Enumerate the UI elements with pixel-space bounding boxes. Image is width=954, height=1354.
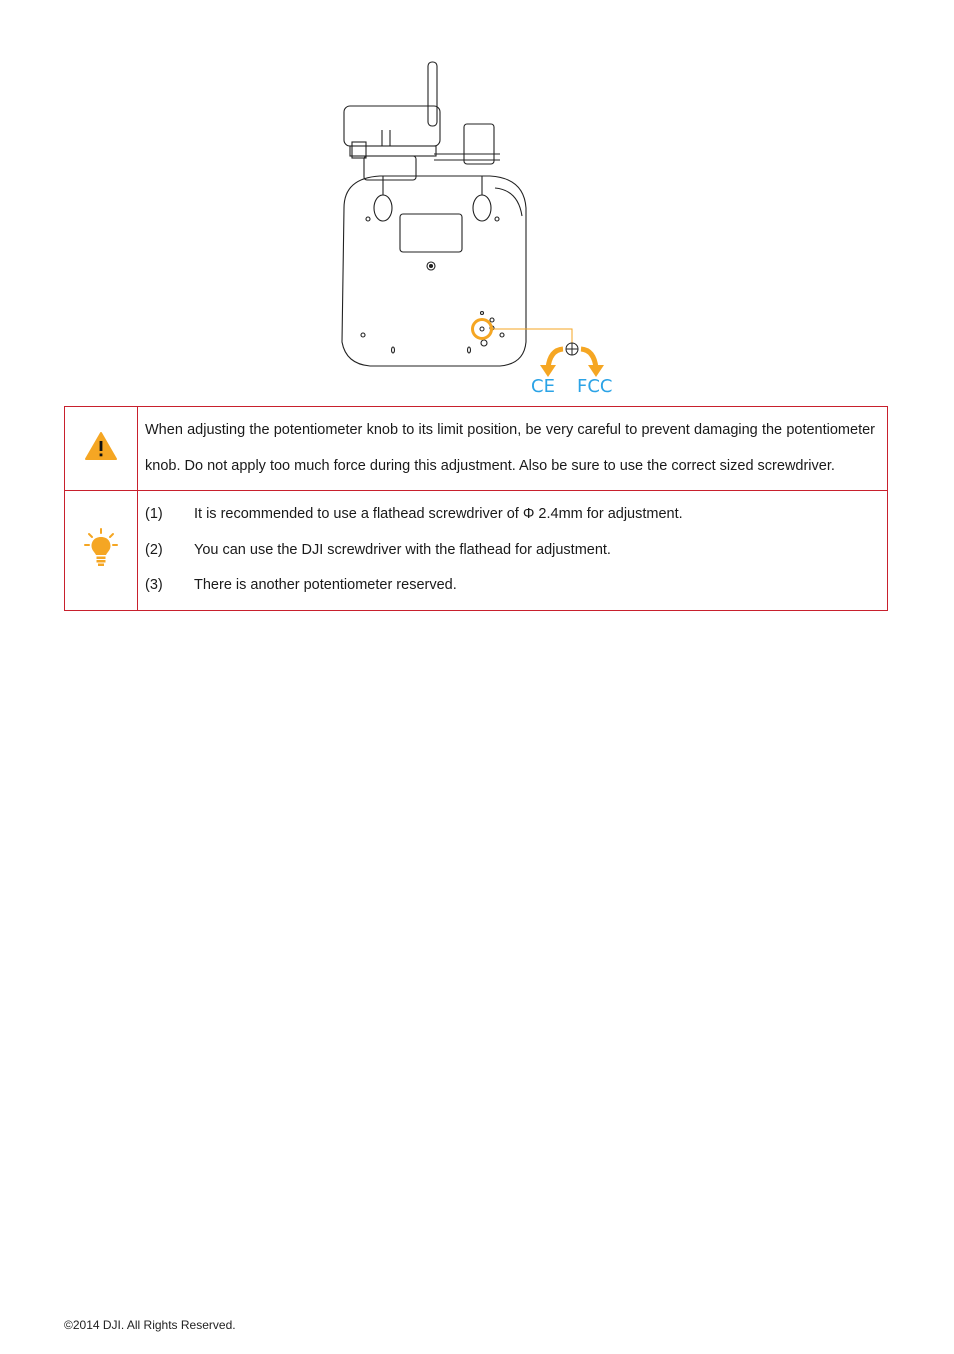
warning-triangle-icon <box>84 431 118 461</box>
tip-item <box>145 497 875 533</box>
lightbulb-icon <box>84 528 118 568</box>
warning-icon-cell <box>65 407 138 491</box>
tip-number: (1) <box>145 506 163 522</box>
tips-list <box>145 497 875 604</box>
fcc-label: FCC <box>577 376 613 397</box>
copyright-footer: ©2014 DJI. All Rights Reserved. <box>64 1318 236 1332</box>
tips-row <box>65 491 888 611</box>
tip-number: (2) <box>145 541 163 558</box>
tip-text: There is another potentiometer reserved. <box>194 577 457 593</box>
warning-row <box>65 407 888 491</box>
tip-text: You can use the DJI screwdriver with the flathead for adjustment. <box>194 541 611 558</box>
tip-item <box>145 533 875 569</box>
warning-text-cell <box>138 407 888 491</box>
controller-drawing <box>330 58 630 398</box>
ce-label: CE <box>531 376 555 397</box>
remote-controller-illustration <box>330 58 630 398</box>
tips-text-cell <box>138 491 888 611</box>
tips-icon-cell <box>65 491 138 611</box>
notes-table <box>64 406 888 611</box>
tip-number: (3) <box>145 577 163 593</box>
tip-item <box>145 568 875 604</box>
warning-text: When adjusting the potentiometer knob to its limit position, be very careful to prevent damaging the potentiometer knob. Do not apply too much force during this adjustment. Also be sure to use the correct sized screwdriver. <box>145 422 875 474</box>
tip-text: It is recommended to use a flathead screwdriver of Φ 2.4mm for adjustment. <box>194 506 683 522</box>
